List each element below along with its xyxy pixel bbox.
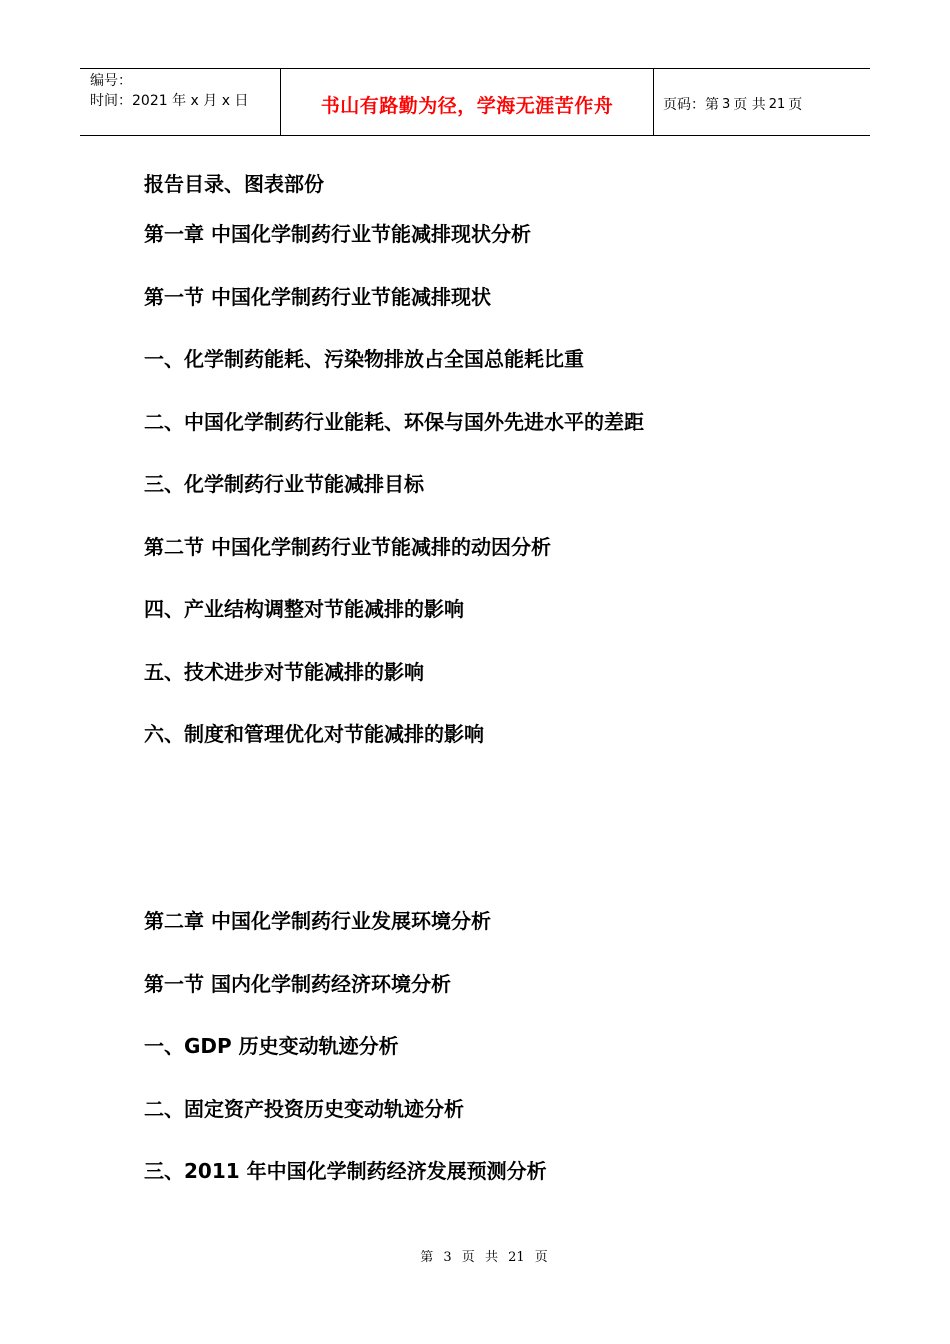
toc-item: 五、技术进步对节能减排的影响 (144, 660, 424, 684)
footer-mid2: 共 (484, 1250, 498, 1265)
header-motto: 书山有路勤为径，学海无涯苦作舟 (320, 94, 614, 117)
page-suffix: 页 (788, 97, 803, 113)
toc-item: 四、产业结构调整对节能减排的影响 (144, 597, 464, 621)
page-mid: 页 共 (733, 97, 766, 113)
header-page-info (654, 69, 870, 135)
toc-section: 第一节 中国化学制药行业节能减排现状 (144, 285, 491, 309)
toc-heading: 报告目录、图表部份 (144, 172, 324, 196)
toc-item: 六、制度和管理优化对节能减排的影响 (144, 722, 484, 746)
toc-item: 二、固定资产投资历史变动轨迹分析 (144, 1097, 464, 1121)
toc-chapter: 第二章 中国化学制药行业发展环境分析 (144, 909, 491, 933)
toc-item: 三、2011 年中国化学制药经济发展预测分析 (144, 1159, 547, 1183)
footer-mid1: 页 (461, 1250, 475, 1265)
page-total: 21 (768, 96, 786, 112)
page-current: 3 (722, 96, 731, 112)
page-footer (0, 1246, 950, 1265)
footer-current-page: 3 (443, 1250, 452, 1265)
toc-section: 第二节 中国化学制药行业节能减排的动因分析 (144, 535, 551, 559)
footer-prefix: 第 (420, 1250, 434, 1265)
document-number-label: 编号： (90, 73, 132, 89)
toc-item: 三、化学制药行业节能减排目标 (144, 472, 424, 496)
footer-total-pages: 21 (508, 1250, 525, 1265)
document-header (80, 68, 870, 136)
toc-item: 二、中国化学制药行业能耗、环保与国外先进水平的差距 (144, 410, 644, 434)
header-meta (80, 69, 281, 135)
toc-chapter: 第一章 中国化学制药行业节能减排现状分析 (144, 222, 531, 246)
header-motto-cell (281, 69, 654, 135)
toc-item: 一、化学制药能耗、污染物排放占全国总能耗比重 (144, 347, 584, 371)
toc-item: 一、GDP 历史变动轨迹分析 (144, 1034, 399, 1058)
toc-section: 第一节 国内化学制药经济环境分析 (144, 972, 451, 996)
footer-suffix: 页 (534, 1250, 548, 1265)
document-time-label: 时间：2021 年 x 月 x 日 (90, 93, 249, 109)
page-prefix: 页码：第 (663, 97, 719, 113)
